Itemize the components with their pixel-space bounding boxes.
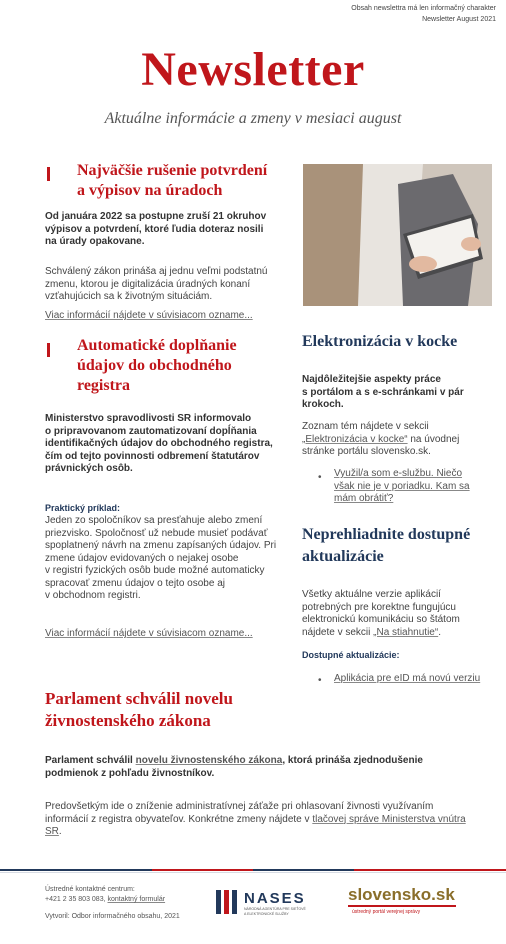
section-marker <box>47 343 50 357</box>
bullet-dot: • <box>318 675 322 686</box>
article1-more-link[interactable]: Viac informácií nájdete v súvisiacom ozname... <box>45 310 253 321</box>
portal-subtitle: ústredný portál verejnej správy <box>352 909 421 915</box>
article1-heading: Najväčšie rušenie potvrdení a výpisov na úradoch <box>77 162 268 199</box>
contact-form-link[interactable]: kontaktný formulár <box>107 896 166 903</box>
sidebar1-heading: Elektronizácia v kocke <box>302 333 458 350</box>
updates-label: Dostupné aktualizácie: <box>302 650 400 660</box>
article2-more-link[interactable]: Viac informácií nájdete v súvisiacom ozname... <box>45 628 253 639</box>
page-subtitle: Aktuálne informácie a zmeny v mesiaci august <box>104 110 402 127</box>
sidebar1-body: Zoznam tém nájdete v sekcii „Elektronizácia v kocke“ na úvodnej stránke portálu slovensko.sk. <box>302 421 460 457</box>
article3-body: Predovšetkým ide o zníženie administratívnej záťaže pri ohlasovaní živnosti využívaním informácií z registra obyvateľov. Konkrétne zmeny nájdete v tlačovej správe Ministerstva vnútra SR. <box>45 801 466 837</box>
footer-divider <box>0 869 506 871</box>
article2-heading: Automatické doplňanie údajov do obchodného registra <box>77 337 237 394</box>
hero-photo <box>303 164 492 306</box>
portal-logo-bar <box>348 905 456 907</box>
nases-name: NASES <box>244 890 306 907</box>
article1-body: Schválený zákon prináša aj jednu veľmi podstatnú zmenu, ktorou je digitalizácia úradných konaní vzťahujúcich sa k životným situáciám. <box>45 266 268 302</box>
sidebar2-body: Všetky aktuálne verzie aplikácií potrebných pre korektne fungujúcu elektronickú komunikáciu so štátom nájdete v sekcii „Na stiahnutie“. <box>302 589 460 638</box>
nases-logo <box>214 888 240 921</box>
created-by: Vytvoril: Odbor informačného obsahu, 2021 <box>45 913 180 920</box>
eid-update-link[interactable]: Aplikácia pre eID má novú verziu <box>334 673 481 684</box>
article2-lead: Ministerstvo spravodlivosti SR informovalo o pripravovanom zautomatizovaní dopĺňania identifikačných údajov do obchodného registra, čím od tejto povinnosti odbremení štatutárov právnických osôb. <box>45 413 273 474</box>
issue-label: Newsletter August 2021 <box>422 16 496 23</box>
elektronizacia-link[interactable]: „Elektronizácia v kocke“ <box>302 433 408 445</box>
nases-emblem-icon <box>214 888 240 916</box>
tlacova-sprava-link[interactable]: tlačovej správe Ministerstva vnútra <box>312 813 466 825</box>
page-title: Newsletter <box>141 43 365 96</box>
section-marker <box>47 167 50 181</box>
contact-title: Ústredné kontaktné centrum: <box>45 886 135 893</box>
sidebar1-lead: Najdôležitejšie aspekty práce s portálom a s e-schránkami v pár krokoch. <box>302 374 464 410</box>
example-label: Praktický príklad: <box>45 503 121 513</box>
article2-body: Jeden zo spoločníkov sa presťahuje alebo zmení priezvisko. Spoločnosť už nebude musieť podávať spoplatnený návrh na zmenu zapísaných údajov. Pri zmene údajov evidovaných o nejakej osobe v registri fyzických osôb bude možné automaticky spracovať zmenu údajov o tejto osobe aj v obchodnom registri. <box>45 515 277 601</box>
na-stiahnutie-link[interactable]: „Na stiahnutie“ <box>373 626 439 638</box>
sidebar2-heading: Neprehliadnite dostupné aktualizácie <box>302 526 471 565</box>
tlacova-sprava-link-end[interactable]: SR <box>45 826 59 837</box>
footer-divider-thin <box>0 872 506 873</box>
contact-line: +421 2 35 803 083, kontaktný formulár <box>45 896 166 903</box>
article3-heading: Parlament schválil novelu živnostenského zákona <box>45 689 233 730</box>
novela-link[interactable]: novelu živnostenského zákona <box>135 755 283 766</box>
article3-lead: Parlament schválil novelu živnostenského zákona, ktorá prináša zjednodušenie podmienok z pohľadu živnostníkov. <box>45 755 423 779</box>
disclaimer-note: Obsah newslettra má len informačný charakter <box>351 5 496 12</box>
bullet-dot: • <box>318 472 322 483</box>
nases-subtitle: NÁRODNÁ AGENTÚRA PRE SIEŤOVÉ A ELEKTRONICKÉ SLUŽBY <box>244 907 306 916</box>
portal-logo: slovensko.sk <box>348 885 455 904</box>
article1-lead: Od januára 2022 sa postupne zruší 21 okruhov výpisov a potvrdení, ktoré ľudia doteraz nosili na úrady opakovane. <box>45 211 267 247</box>
sidebar1-bullet-link[interactable]: Využil/a som e-službu. Niečo však nie je v poriadku. Kam sa mám obrátiť? <box>334 468 470 504</box>
